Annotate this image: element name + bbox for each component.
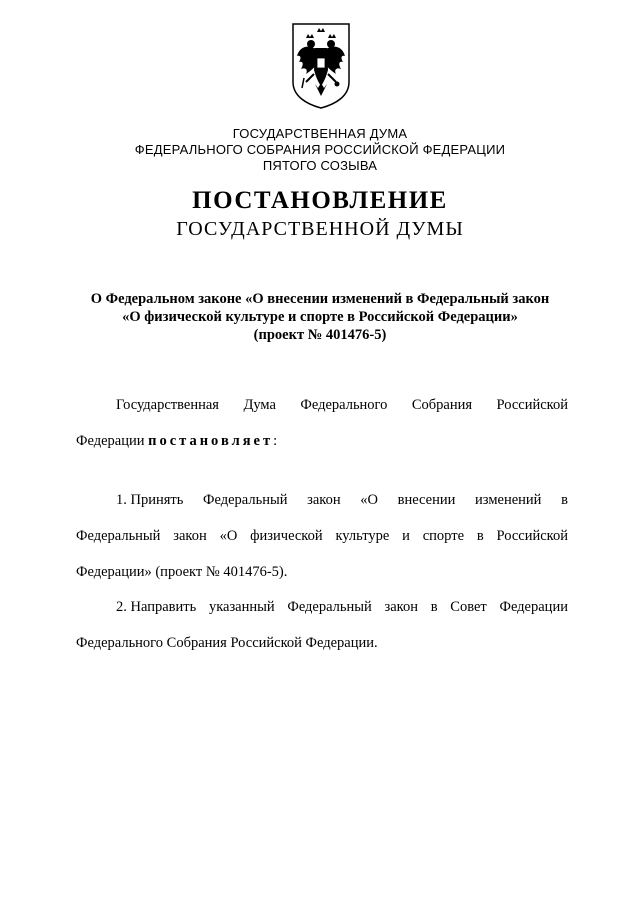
word: культуре xyxy=(335,528,390,544)
word: физической xyxy=(250,528,323,544)
word: 1. Принять xyxy=(116,492,184,508)
word: Государственная xyxy=(116,397,219,413)
word: Федерального xyxy=(300,397,388,413)
header-line-convocation: ПЯТОГО СОЗЫВА xyxy=(262,158,378,173)
word: Собрания xyxy=(411,397,473,413)
word: Российской xyxy=(496,528,568,544)
word: изменений xyxy=(475,492,542,508)
russian-coat-of-arms-icon xyxy=(290,22,352,110)
item-2-line-1 xyxy=(116,598,568,616)
document-subtitle: ГОСУДАРСТВЕННОЙ ДУМЫ xyxy=(176,218,464,240)
preamble-colon: : xyxy=(273,433,278,449)
word: Российской xyxy=(496,397,568,413)
header-line-duma: ГОСУДАРСТВЕННАЯ ДУМА xyxy=(232,126,408,141)
word: Федеральный xyxy=(287,599,372,615)
word: закон xyxy=(307,492,341,508)
word: внесении xyxy=(397,492,456,508)
subject-line-3: (проект № 401476-5) xyxy=(253,327,387,343)
resolution-subject xyxy=(0,290,640,344)
word: 2. Направить xyxy=(116,599,197,615)
issuer-header xyxy=(0,126,640,174)
subject-line-1: О Федеральном законе «О внесении изменений в Федеральный закон xyxy=(90,291,550,307)
word: и xyxy=(402,528,410,544)
word: Федерации xyxy=(499,599,568,615)
word: спорте xyxy=(422,528,465,544)
preamble-federation: Федерации xyxy=(76,433,149,449)
word: в xyxy=(476,528,484,544)
header-line-assembly: ФЕДЕРАЛЬНОГО СОБРАНИЯ РОССИЙСКОЙ ФЕДЕРАЦИИ xyxy=(134,142,506,157)
resolves-keyword: постановляет xyxy=(148,433,274,449)
item-2-line-2: Федерального Собрания Российской Федерации. xyxy=(76,635,378,651)
item-1-line-2 xyxy=(76,527,568,545)
preamble-line-1 xyxy=(116,396,568,414)
item-1-line-3: Федерации» (проект № 401476-5). xyxy=(76,564,288,580)
word: закон xyxy=(384,599,418,615)
word: «О xyxy=(360,492,378,508)
word: Федеральный xyxy=(76,528,161,544)
word: Федеральный xyxy=(203,492,288,508)
word: Совет xyxy=(450,599,487,615)
document-title: ПОСТАНОВЛЕНИЕ xyxy=(192,187,448,214)
coat-of-arms-emblem xyxy=(290,22,352,110)
word: указанный xyxy=(208,599,275,615)
subject-line-2: «О физической культуре и спорте в Российской Федерации» xyxy=(122,309,518,325)
preamble-line-2 xyxy=(76,432,568,450)
word: «О xyxy=(219,528,238,544)
item-1-line-1 xyxy=(116,491,568,509)
word: в xyxy=(561,492,568,508)
word: в xyxy=(430,599,438,615)
word: закон xyxy=(173,528,207,544)
word: Дума xyxy=(243,397,276,413)
